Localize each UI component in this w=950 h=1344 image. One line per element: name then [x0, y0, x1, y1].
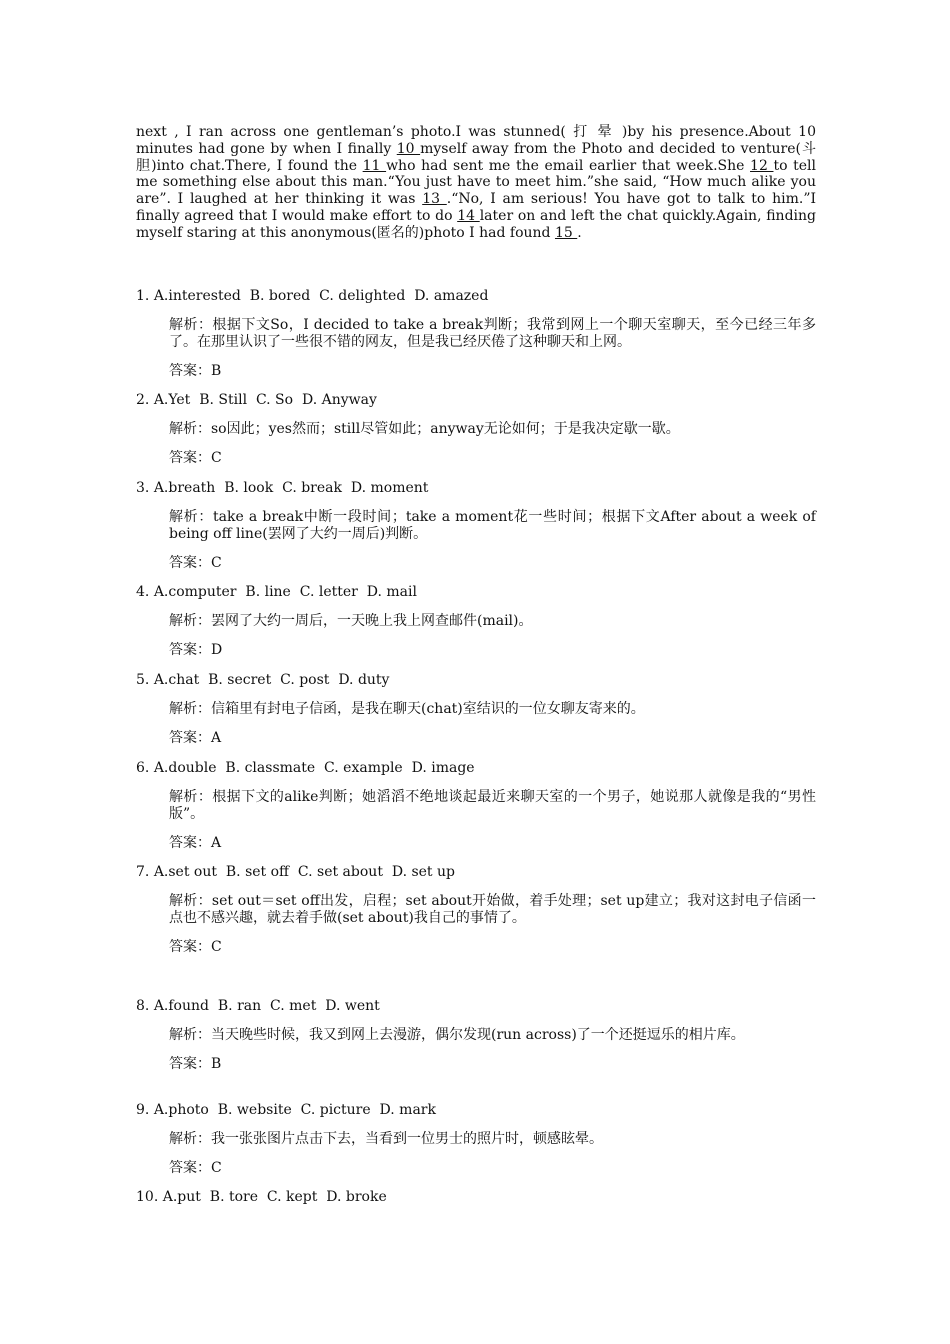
question-options: A.breath B. look C. break D. moment	[153, 480, 429, 496]
question-options: A.computer B. line C. letter D. mail	[153, 584, 417, 600]
question-options: A.put B. tore C. kept D. broke	[162, 1189, 387, 1205]
question-analysis: 解析：信箱里有封电子信函，是我在聊天(chat)室结识的一位女聊友寄来的。	[169, 701, 645, 717]
question-number: 4.	[136, 584, 150, 600]
question-7	[136, 864, 816, 956]
question-analysis: 解析：当天晚些时候，我又到网上去漫游，偶尔发现(run across)了一个还挺逗乐的相片库。	[169, 1027, 745, 1043]
passage-segment: later on and left the chat quickly.Again, finding myself staring at this anonymous(匿名的)photo I had found	[136, 207, 816, 241]
question-1	[136, 288, 816, 380]
question-analysis: 解析：so因此；yes然而；still尽管如此；anyway无论如何；于是我决定歇一歇。	[169, 421, 680, 437]
question-number: 2.	[136, 392, 150, 408]
question-number: 10.	[136, 1189, 159, 1205]
question-answer: 答案：A	[169, 835, 222, 851]
question-number: 3.	[136, 480, 150, 496]
question-options: A.photo B. website C. picture D. mark	[153, 1102, 436, 1118]
question-analysis: 解析：根据下文的alike判断；她滔滔不绝地谈起最近来聊天室的一个男子，她说那人就像是我的“男性版”。	[169, 789, 816, 822]
question-answer: 答案：A	[169, 730, 222, 746]
passage-segment: .“No, I am serious! You have got to talk to him.”I finally agreed that I would make effort to do	[136, 191, 817, 224]
question-4	[136, 584, 816, 659]
passage-segment: to tell me something else about this man.“You just have to meet him.”she said, “How much alike you are”. I laughed at her thinking it was	[136, 157, 817, 208]
blank-15: 15	[554, 224, 578, 241]
question-answer: 答案：B	[169, 1056, 222, 1072]
question-answer: 答案：C	[169, 555, 222, 571]
question-2	[136, 392, 816, 467]
passage-segment: .	[577, 224, 582, 241]
question-5	[136, 672, 816, 747]
blank-13: 13	[422, 191, 447, 208]
question-answer: 答案：B	[169, 363, 222, 379]
question-6	[136, 760, 816, 852]
question-8	[136, 998, 816, 1073]
question-number: 9.	[136, 1102, 150, 1118]
question-3	[136, 480, 816, 572]
question-answer: 答案：C	[169, 450, 222, 466]
question-analysis: 解析：根据下文So，I decided to take a break判断；我常到网上一个聊天室聊天，至今已经三年多了。在那里认识了一些很不错的网友，但是我已经厌倦了这种聊天和上网。	[169, 317, 816, 350]
question-answer: 答案：D	[169, 642, 223, 658]
question-options: A.interested B. bored C. delighted D. amazed	[153, 288, 489, 304]
question-number: 1.	[136, 288, 150, 304]
question-9	[136, 1102, 816, 1177]
question-options: A.double B. classmate C. example D. image	[153, 760, 475, 776]
question-answer: 答案：C	[169, 1160, 222, 1176]
question-options: A.Yet B. Still C. So D. Anyway	[153, 392, 377, 408]
question-options: A.chat B. secret C. post D. duty	[153, 672, 390, 688]
passage-segment: next , I ran across one gentleman’s photo.I was stunned( 打 晕 )by his presence.About 10 minutes had gone by when I finally	[136, 124, 816, 157]
question-analysis: 解析：我一张张图片点击下去，当看到一位男士的照片时，顿感眩晕。	[169, 1131, 603, 1147]
question-analysis: 解析：罢网了大约一周后，一天晚上我上网查邮件(mail)。	[169, 613, 533, 629]
question-analysis: 解析：set out＝set off出发，启程；set about开始做，着手处理；set up建立；我对这封电子信函一点也不感兴趣，就去着手做(set about)我自己的事情了。	[169, 893, 816, 926]
blank-11: 11	[362, 157, 387, 174]
passage-text	[136, 124, 816, 242]
question-number: 7.	[136, 864, 150, 880]
blank-10: 10	[396, 140, 421, 157]
question-number: 8.	[136, 998, 150, 1014]
passage-segment: who had sent me the email earlier that week.She	[386, 157, 751, 174]
question-number: 5.	[136, 672, 150, 688]
question-options: A.found B. ran C. met D. went	[153, 998, 380, 1014]
blank-14: 14	[457, 207, 480, 224]
question-number: 6.	[136, 760, 150, 776]
question-options: A.set out B. set off C. set about D. set up	[153, 864, 455, 880]
question-answer: 答案：C	[169, 939, 222, 955]
blank-12: 12	[750, 157, 774, 174]
question-10	[136, 1189, 816, 1206]
question-analysis: 解析：take a break中断一段时间；take a moment花一些时间；根据下文After about a week of being off line(罢网了大约一周后)判断。	[169, 509, 816, 542]
passage-segment: myself away from the Photo and decided to venture(斗胆)into chat.There, I found the	[136, 140, 816, 174]
